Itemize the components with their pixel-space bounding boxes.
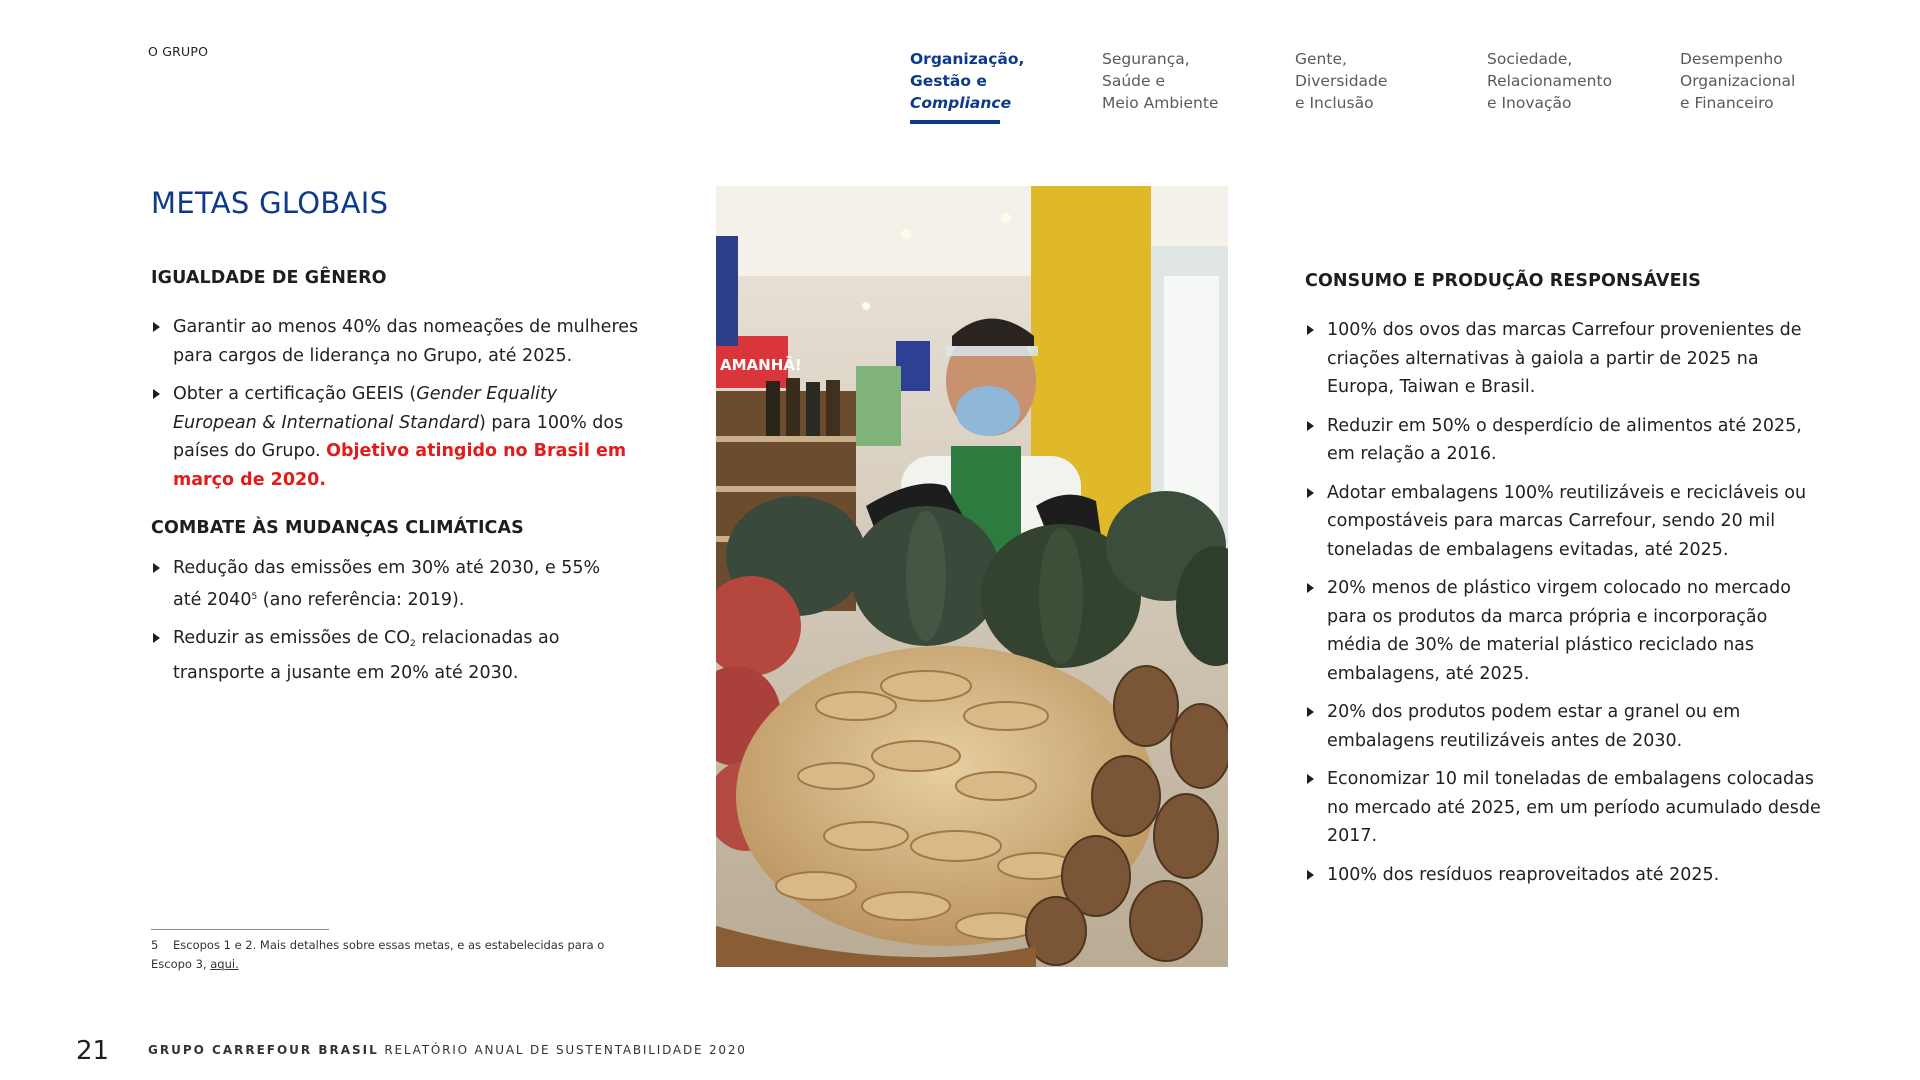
supermarket-produce-illustration <box>716 186 1228 967</box>
tab-organizacao-gestao-compliance[interactable]: Organização, Gestão e Compliance <box>910 48 1024 114</box>
heading-consumo-producao: CONSUMO E PRODUÇÃO RESPONSÁVEIS <box>1305 271 1701 291</box>
goal-achieved-note: Objetivo atingido no Brasil em março de 2020. <box>173 441 627 490</box>
footnote-divider <box>151 929 329 930</box>
list-item: Reduzir as emissões de $CO_2$ relacionadas ao transporte a jusante em 20% até 2030. <box>151 624 601 687</box>
list-item: 20% menos de plástico virgem colocado no mercado para os produtos da marca própria e incorporação média de 30% de material plástico reciclado nas embalagens, até 2025. <box>1305 574 1825 688</box>
footer: GRUPO CARREFOUR BRASIL RELATÓRIO ANUAL DE SUSTENTABILIDADE 2020 <box>148 1043 747 1057</box>
tab-gente-diversidade-inclusao[interactable]: Gente, Diversidade e Inclusão <box>1295 50 1388 112</box>
list-item: Economizar 10 mil toneladas de embalagens colocadas no mercado até 2025, em um período acumulado desde 2017. <box>1305 765 1825 851</box>
page-number: 21 <box>76 1036 110 1066</box>
list-consumo-producao <box>1305 316 1825 899</box>
tab-seguranca-saude-meio-ambiente[interactable]: Segurança, Saúde e Meio Ambiente <box>1102 50 1219 112</box>
produce-photo <box>716 186 1228 967</box>
active-tab-underline <box>910 120 1000 124</box>
heading-igualdade-genero: IGUALDADE DE GÊNERO <box>151 268 387 288</box>
list-mudancas-climaticas <box>151 554 601 697</box>
list-item: Garantir ao menos 40% das nomeações de mulheres para cargos de liderança no Grupo, até 2025. <box>151 313 641 370</box>
list-item: Reduzir em 50% o desperdício de alimentos até 2025, em relação a 2016. <box>1305 412 1825 469</box>
footnote: 5 Escopos 1 e 2. Mais detalhes sobre essas metas, e as estabelecidas para o Escopo 3, aqui. <box>151 938 605 971</box>
footnote-link[interactable]: aqui. <box>210 957 239 971</box>
list-item: 100% dos resíduos reaproveitados até 2025. <box>1305 861 1825 890</box>
list-igualdade-genero <box>151 313 641 504</box>
section-label: O GRUPO <box>148 44 209 59</box>
list-item: Redução das emissões em 30% até 2030, e 55% até 2040$^5$ (ano referência: 2019). <box>151 554 601 614</box>
list-item: 20% dos produtos podem estar a granel ou em embalagens reutilizáveis antes de 2030. <box>1305 698 1825 755</box>
tab-sociedade-relacionamento-inovacao[interactable]: Sociedade, Relacionamento e Inovação <box>1487 50 1613 112</box>
list-item: 100% dos ovos das marcas Carrefour provenientes de criações alternativas à gaiola a partir de 2025 na Europa, Taiwan e Brasil. <box>1305 316 1825 402</box>
page-title: METAS GLOBAIS <box>151 186 389 220</box>
list-item: Adotar embalagens 100% reutilizáveis e recicláveis ou compostáveis para marcas Carrefour, sendo 20 mil toneladas de embalagens evitadas, até 2025. <box>1305 479 1825 565</box>
store-sign-text: AMANHÃ! <box>720 356 802 374</box>
footnote-ref[interactable]: 5 <box>251 591 258 602</box>
list-item: Obter a certificação GEEIS (Gender Equality European & International Standard) para 100% dos países do Grupo. Objetivo atingido no Brasil em março de 2020. <box>151 380 641 494</box>
tab-desempenho-organizacional-financeiro[interactable]: Desempenho Organizacional e Financeiro <box>1680 50 1796 112</box>
heading-mudancas-climaticas: COMBATE ÀS MUDANÇAS CLIMÁTICAS <box>151 518 524 538</box>
